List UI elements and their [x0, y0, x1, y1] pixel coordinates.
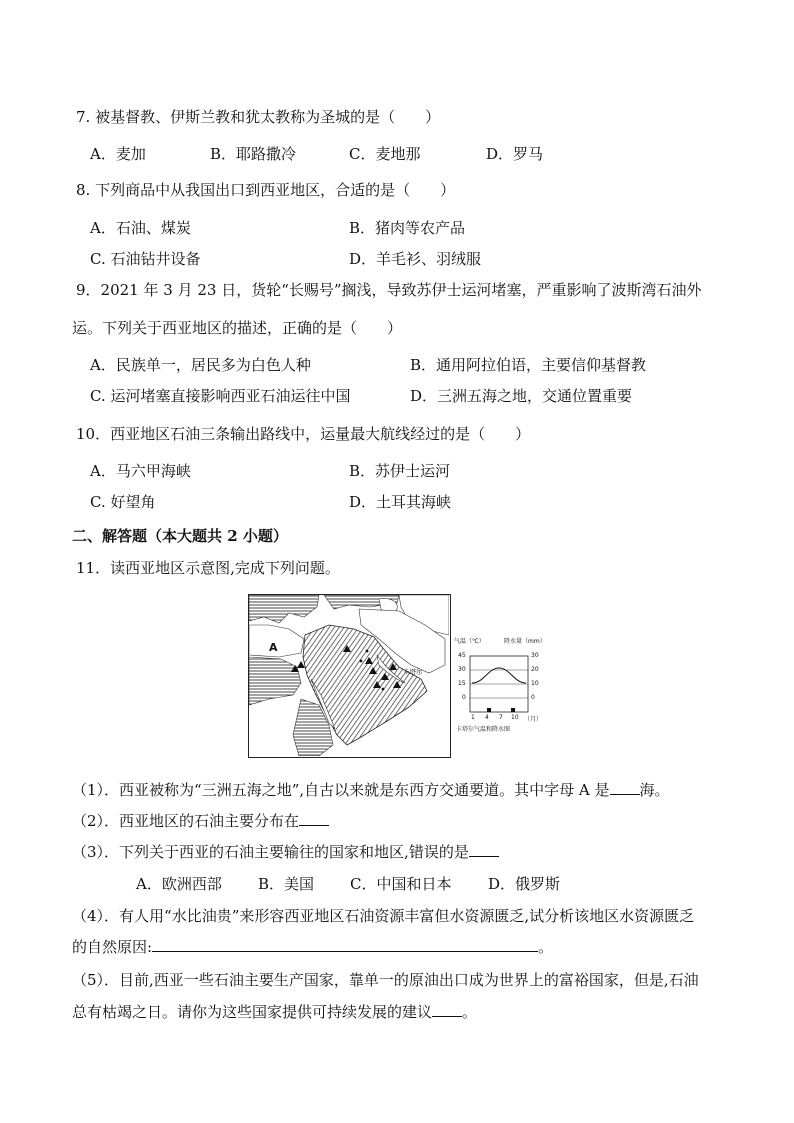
- climate-left-tick-0: 0: [462, 694, 466, 701]
- q8-option-c: C. 石油钻井设备: [90, 250, 201, 268]
- q11-sub2: [72, 811, 329, 831]
- q11-sub1: [72, 780, 670, 800]
- q11-sub4-line2: [72, 937, 553, 957]
- q11-sub3-option-a: A．欧洲西部: [136, 875, 222, 893]
- q10-option-b: B．苏伊士运河: [349, 462, 451, 480]
- q9-option-c: C. 运河堵塞直接影响西亚石油运往中国: [90, 387, 351, 405]
- west-asia-map: [248, 594, 451, 758]
- q11-sub5-text: 总有枯竭之日。请你为这些国家提供可持续发展的建议: [72, 1003, 433, 1021]
- q11-sub5-end: 。: [462, 1003, 478, 1021]
- q7-stem: 7. 被基督教、伊斯兰教和犹太教称为圣城的是（ ）: [76, 108, 441, 126]
- climate-right-tick-10: 10: [531, 680, 539, 687]
- q7-option-b: B．耶路撒冷: [210, 145, 297, 163]
- q11-sub5-line2: [72, 1002, 477, 1022]
- q11-sub3: [72, 842, 499, 862]
- climate-left-tick-45: 45: [458, 652, 466, 659]
- q11-sub3-option-d: D．俄罗斯: [488, 875, 561, 893]
- climate-right-tick-20: 20: [531, 666, 539, 673]
- climate-right-title: 降水量（mm）: [504, 638, 546, 645]
- q11-sub2-blank[interactable]: [299, 811, 329, 826]
- climate-x-tick-10: 10: [511, 714, 519, 721]
- q7-option-c: C．麦地那: [349, 145, 421, 163]
- map-label-qatar: 卡塔尔: [403, 668, 423, 676]
- climate-x-tick-1: 1: [471, 714, 475, 721]
- q11-sub5-blank[interactable]: [432, 1002, 462, 1017]
- climate-x-tick-7: 7: [499, 714, 503, 721]
- climate-right-tick-30: 30: [531, 652, 539, 659]
- q11-sub4-line1: （4）．有人用“水比油贵”来形容西亚地区石油资源丰富但水资源匮乏,试分析该地区水资源匮乏: [72, 907, 695, 925]
- q9-stem-line1: 9．2021 年 3 月 23 日，货轮“长赐号”搁浅，导致苏伊士运河堵塞，严重影响了波斯湾石油外: [76, 281, 702, 299]
- q11-sub4-text: 的自然原因:: [72, 938, 153, 956]
- q11-stem: 11．读西亚地区示意图,完成下列问题。: [76, 559, 340, 577]
- q11-sub3-blank[interactable]: [469, 842, 499, 857]
- climate-x-tick-4: 4: [485, 714, 489, 721]
- section-heading: 二、解答题（本大题共 2 小题）: [72, 527, 288, 545]
- q9-option-a: A．民族单一，居民多为白色人种: [90, 356, 311, 374]
- q11-sub1-end: 海。: [639, 781, 670, 799]
- q9-option-b: B．通用阿拉伯语，主要信仰基督教: [410, 356, 647, 374]
- qatar-climate-chart: [454, 636, 554, 736]
- q8-option-d: D．羊毛衫、羽绒服: [349, 250, 482, 268]
- q10-option-a: A．马六甲海峡: [90, 462, 191, 480]
- q11-sub4-blank[interactable]: [152, 937, 538, 952]
- q11-sub3-text: （3）．下列关于西亚的石油主要输往的国家和地区,错误的是: [72, 843, 469, 861]
- climate-left-title: 气温（℃）: [454, 638, 485, 645]
- q11-sub1-blank[interactable]: [610, 780, 640, 795]
- q10-stem: 10．西亚地区石油三条输出路线中，运量最大航线经过的是（ ）: [76, 425, 531, 443]
- q10-option-c: C. 好望角: [90, 493, 156, 511]
- q8-option-a: A．石油、煤炭: [90, 219, 191, 237]
- climate-caption: 卡塔尔气温和降水图: [456, 726, 511, 733]
- q11-sub3-option-b: B．美国: [258, 875, 315, 893]
- climate-left-tick-30: 30: [458, 666, 466, 673]
- q7-option-d: D．罗马: [486, 145, 544, 163]
- q8-stem: 8. 下列商品中从我国出口到西亚地区，合适的是（ ）: [76, 181, 456, 199]
- climate-x-unit: （月）: [524, 716, 543, 723]
- q8-option-b: B．猪肉等农产品: [349, 219, 466, 237]
- map-label-a: A: [269, 641, 278, 654]
- q9-option-d: D．三洲五海之地，交通位置重要: [410, 387, 633, 405]
- q7-option-a: A．麦加: [90, 145, 146, 163]
- q11-sub5-line1: （5）．目前,西亚一些石油主要生产国家，靠单一的原油出口成为世界上的富裕国家，但是,石油: [72, 971, 699, 989]
- q9-stem-line2: 运。下列关于西亚地区的描述，正确的是（ ）: [72, 319, 403, 337]
- q11-sub3-option-c: C．中国和日本: [350, 875, 452, 893]
- q11-sub2-text: （2）．西亚地区的石油主要分布在: [72, 812, 300, 830]
- q11-sub4-end: 。: [538, 938, 554, 956]
- climate-right-tick-0: 0: [531, 694, 535, 701]
- q11-sub1-text: （1）．西亚被称为“三洲五海之地”,自古以来就是东西方交通要道。其中字母 A 是: [72, 781, 610, 799]
- climate-left-tick-15: 15: [458, 680, 466, 687]
- q10-option-d: D．土耳其海峡: [349, 493, 452, 511]
